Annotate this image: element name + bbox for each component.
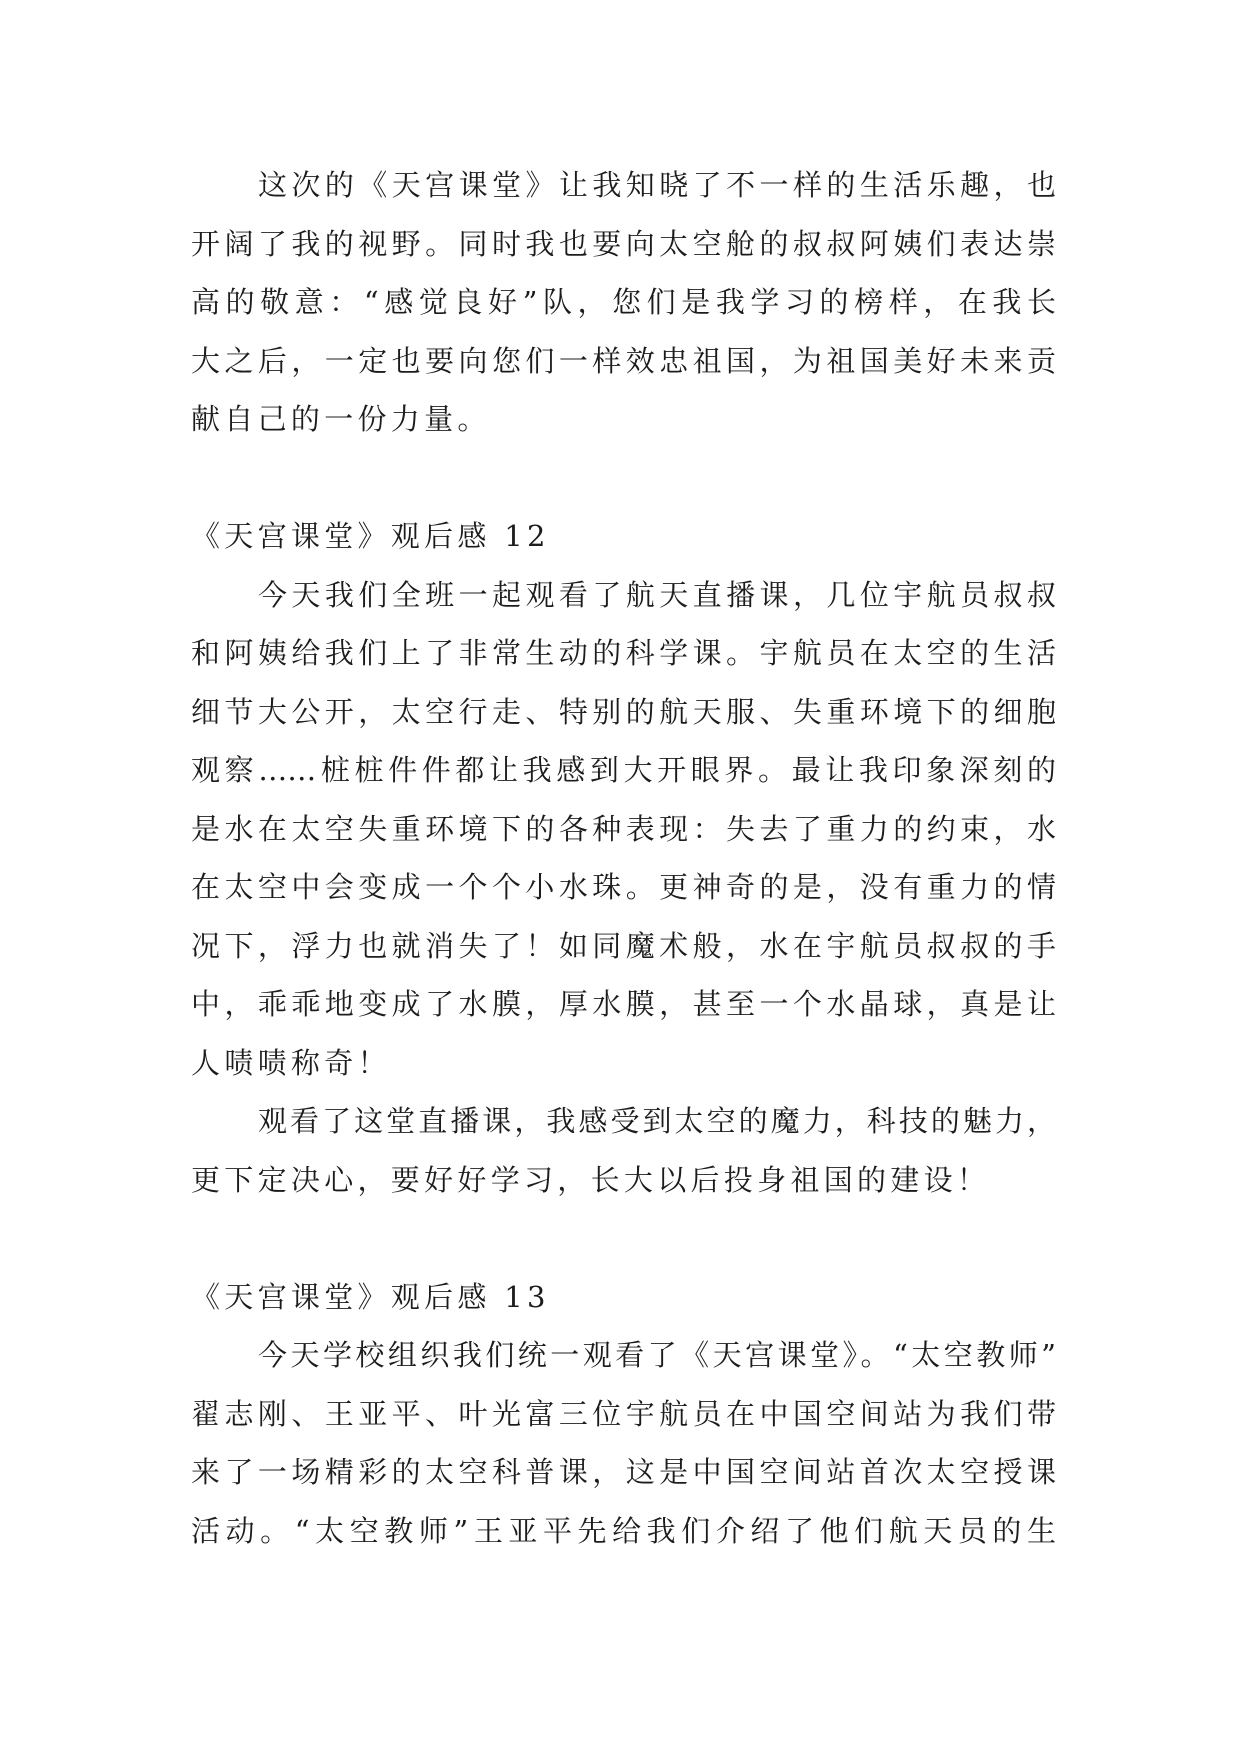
paragraph-line: 况下，浮力也就消失了！如同魔术般，水在宇航员叔叔的手 (191, 928, 1056, 963)
paragraph-line: 来了一场精彩的太空科普课，这是中国空间站首次太空授课 (191, 1455, 1056, 1489)
paragraph-line: 和阿姨给我们上了非常生动的科学课。宇航员在太空的生活 (191, 636, 1056, 670)
paragraph (191, 1326, 1056, 1560)
paragraph-line: 高的敬意：“感觉良好”队，您们是我学习的榜样，在我长 (191, 285, 1056, 319)
paragraph-line: 活动。“太空教师”王亚平先给我们介绍了他们航天员的生 (191, 1513, 1056, 1548)
paragraph-line: 在太空中会变成一个个小水珠。更神奇的是，没有重力的情 (191, 870, 1056, 904)
paragraph-line: 翟志刚、王亚平、叶光富三位宇航员在中国空间站为我们带 (191, 1396, 1056, 1431)
paragraph-line: 今天学校组织我们统一观看了《天宫课堂》。“太空教师” (258, 1338, 1056, 1372)
paragraph-line: 观察……桩桩件件都让我感到大开眼界。最让我印象深刻的 (191, 753, 1056, 787)
paragraph-line: 观看了这堂直播课，我感受到太空的魔力，科技的魅力， (258, 1104, 1056, 1138)
essay-section (191, 1268, 1056, 1561)
paragraph-line: 人啧啧称奇！ (191, 1045, 391, 1080)
paragraph (191, 156, 1056, 449)
paragraph-line: 献自己的一份力量。 (191, 402, 491, 436)
essay-section (191, 507, 1056, 1209)
paragraph-line: 细节大公开，太空行走、特别的航天服、失重环境下的细胞 (191, 694, 1056, 729)
section-title: 《天宫课堂》观后感 12 (191, 519, 550, 553)
essay-section (191, 156, 1056, 449)
paragraph (191, 1092, 1056, 1209)
paragraph-line: 是水在太空失重环境下的各种表现：失去了重力的约束，水 (191, 811, 1056, 846)
document-page (191, 156, 1056, 1560)
paragraph-line: 大之后，一定也要向您们一样效忠祖国，为祖国美好未来贡 (191, 343, 1056, 378)
paragraph (191, 566, 1056, 1093)
section-title: 《天宫课堂》观后感 13 (191, 1279, 550, 1314)
paragraph-line: 中，乖乖地变成了水膜，厚水膜，甚至一个水晶球，真是让 (191, 987, 1056, 1021)
paragraph-line: 这次的《天宫课堂》让我知晓了不一样的生活乐趣，也 (258, 168, 1056, 202)
paragraph-line: 今天我们全班一起观看了航天直播课，几位宇航员叔叔 (258, 577, 1056, 612)
paragraph-line: 开阔了我的视野。同时我也要向太空舱的叔叔阿姨们表达崇 (191, 226, 1056, 261)
paragraph-line: 更下定决心，要好好学习，长大以后投身祖国的建设！ (191, 1162, 991, 1197)
